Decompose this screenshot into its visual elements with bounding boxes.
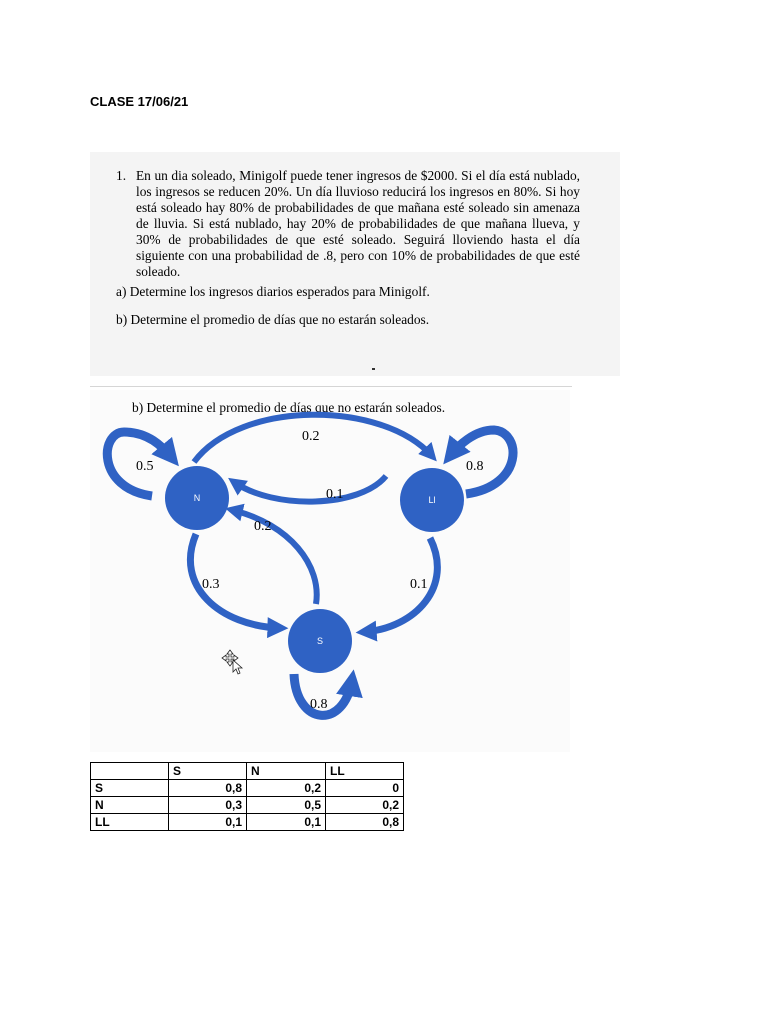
- matrix-cell: 0: [326, 780, 404, 797]
- matrix-cell: 0,8: [169, 780, 247, 797]
- label-s-self: 0.8: [310, 697, 328, 712]
- matrix-cell: 0,1: [169, 814, 247, 831]
- label-ll-self: 0.8: [466, 459, 484, 474]
- matrix-header-n: N: [247, 763, 326, 780]
- scan-speck: [372, 368, 375, 370]
- node-ll-label: Ll: [428, 495, 436, 505]
- transition-diagram: [90, 390, 570, 752]
- label-s-to-n: 0.2: [254, 519, 272, 534]
- arrow-ll-to-n: [234, 476, 386, 502]
- matrix-row: [91, 780, 404, 797]
- move-cursor-icon: [222, 650, 242, 674]
- matrix-cell: 0,8: [326, 814, 404, 831]
- matrix-cell: 0,5: [247, 797, 326, 814]
- matrix-header-corner: [91, 763, 169, 780]
- question-a: a) Determine los ingresos diarios esperados para Minigolf.: [116, 284, 430, 299]
- matrix-row: [91, 797, 404, 814]
- matrix-header-ll: LL: [326, 763, 404, 780]
- matrix-cell: 0,3: [169, 797, 247, 814]
- matrix-cell: 0,2: [247, 780, 326, 797]
- arrow-s-to-n: [232, 510, 317, 604]
- problem-image: [90, 152, 620, 376]
- matrix-cell: 0,2: [326, 797, 404, 814]
- node-s-label: S: [316, 636, 324, 646]
- question-b: b) Determine el promedio de días que no estarán soleados.: [116, 312, 430, 327]
- matrix-row-label: LL: [91, 814, 169, 831]
- transition-matrix: [90, 762, 404, 831]
- matrix-cell: 0,1: [247, 814, 326, 831]
- label-n-self: 0.5: [136, 459, 154, 474]
- matrix-row: [91, 814, 404, 831]
- diagram-heading: b) Determine el promedio de días que no estarán soleados.: [132, 400, 446, 415]
- page-title: CLASE 17/06/21: [90, 94, 189, 109]
- divider: [90, 386, 572, 387]
- problem-number: 1.: [116, 168, 127, 183]
- transition-diagram-svg: [90, 390, 570, 752]
- matrix-row-label: S: [91, 780, 169, 797]
- label-ll-to-n: 0.1: [326, 487, 344, 502]
- matrix-row-label: N: [91, 797, 169, 814]
- label-n-to-ll: 0.2: [302, 429, 320, 444]
- label-n-to-s: 0.3: [202, 577, 220, 592]
- problem-statement: En un dia soleado, Minigolf puede tener ingresos de $2000. Si el día está nublado, los ingresos se reducen 20%. Un día lluvioso reducirá los ingresos en 80%. Si hoy está soleado hay 80% de probabilidades de que mañana esté soleado sin amenaza de lluvia. Si está nublado, hay 20% de probabilidades de que mañana llueva, y 30% de probabilidades de que esté soleado. Seguirá lloviendo hasta el día siguiente con una probabilidad de .8, pero con 10% de probabilidades de que esté soleado.: [136, 168, 580, 279]
- node-n-label: N: [193, 493, 201, 503]
- label-ll-to-s: 0.1: [410, 577, 428, 592]
- matrix-header-s: S: [169, 763, 247, 780]
- matrix-header-row: [91, 763, 404, 780]
